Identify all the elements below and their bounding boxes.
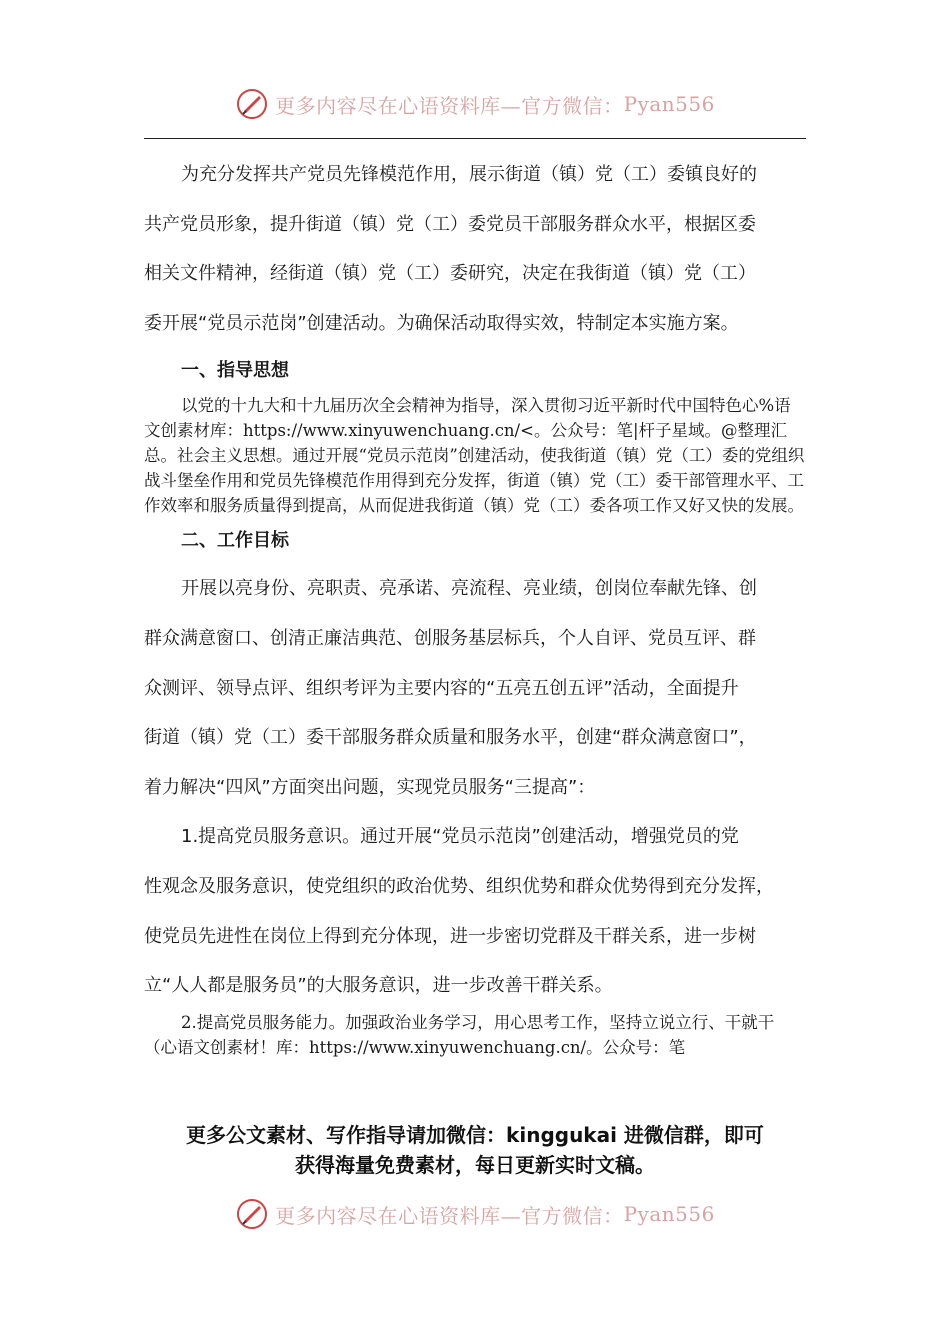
intro-line: 共产党员形象，提升街道（镇）党（工）委党员干部服务群众水平，根据区委 [144,213,756,235]
footer-brand-text: 更多内容尽在心语资料库—官方微信： [275,1203,624,1228]
document-body [144,150,806,1060]
item1-line: 立“人人都是服务员”的大服务意识，进一步改善干群关系。 [144,975,613,997]
goals-line: 众测评、领导点评、组织考评为主要内容的“五亮五创五评”活动，全面提升 [144,677,739,699]
promo-line-1: 更多公文素材、写作指导请加微信：kinggukai 进微信群，即可 [186,1123,764,1147]
section-heading-guiding-thought: 一、指导思想 [181,360,289,382]
guiding-thought-paragraph: 以党的十九大和十九届历次全会精神为指导，深入贯彻习近平新时代中国特色心%语文创素材库：https://www.xinyuwenchuang.cn/<。公众号：笔|杆子星域。@整理汇总。社会主义思想。通过开展“党员示范岗”创建活动，使我街道（镇）党（工）委的党组织战斗堡垒作用和党员先锋模范作用得到充分发挥，街道（镇）党（工）委干部管理水平、工作效率和服务质量得到提高，从而促进我街道（镇）党（工）委各项工作又好又快的发展。 [144,396,805,515]
header-brand-text: 更多内容尽在心语资料库—官方微信： [275,93,624,118]
wechat-promo [144,1120,806,1180]
intro-line: 委开展“党员示范岗”创建活动。为确保活动取得实效，特制定本实施方案。 [144,312,739,334]
footer-wechat-id: Pyan556 [623,1202,715,1226]
section-heading-work-goals: 二、工作目标 [181,530,289,552]
promo-line-2: 获得海量免费素材，每日更新实时文稿。 [295,1153,655,1177]
goals-line: 着力解决“四风”方面突出问题，实现党员服务“三提高”： [144,776,596,798]
quill-logo-icon [235,87,269,121]
intro-line: 为充分发挥共产党员先锋模范作用，展示街道（镇）党（工）委镇良好的 [181,164,757,185]
header-wechat-id: Pyan556 [623,92,715,116]
item1-line: 使党员先进性在岗位上得到充分体现，进一步密切党群及干群关系，进一步树 [144,925,756,947]
item1-line: 性观念及服务意识，使党组织的政治优势、组织优势和群众优势得到充分发挥， [144,875,774,897]
goals-line: 街道（镇）党（工）委干部服务群众质量和服务水平，创建“群众满意窗口”， [144,727,757,749]
footer-brand [0,1194,950,1234]
intro-line: 相关文件精神，经街道（镇）党（工）委研究，决定在我街道（镇）党（工） [144,263,756,285]
goals-line: 群众满意窗口、创清正廉洁典范、创服务基层标兵，个人自评、党员互评、群 [144,627,756,649]
header-brand [0,84,950,124]
item2-paragraph: 2.提高党员服务能力。加强政治业务学习，用心思考工作，坚持立说立行、干就干（心语文创素材！库：https://www.xinyuwenchuang.cn/。公众号：笔 [144,1012,775,1057]
goals-line: 开展以亮身份、亮职责、亮承诺、亮流程、亮业绩，创岗位奉献先锋、创 [181,578,757,600]
quill-logo-icon [235,1197,269,1231]
item1-line: 1.提高党员服务意识。通过开展“党员示范岗”创建活动，增强党员的党 [181,826,739,848]
header-divider [144,138,806,139]
